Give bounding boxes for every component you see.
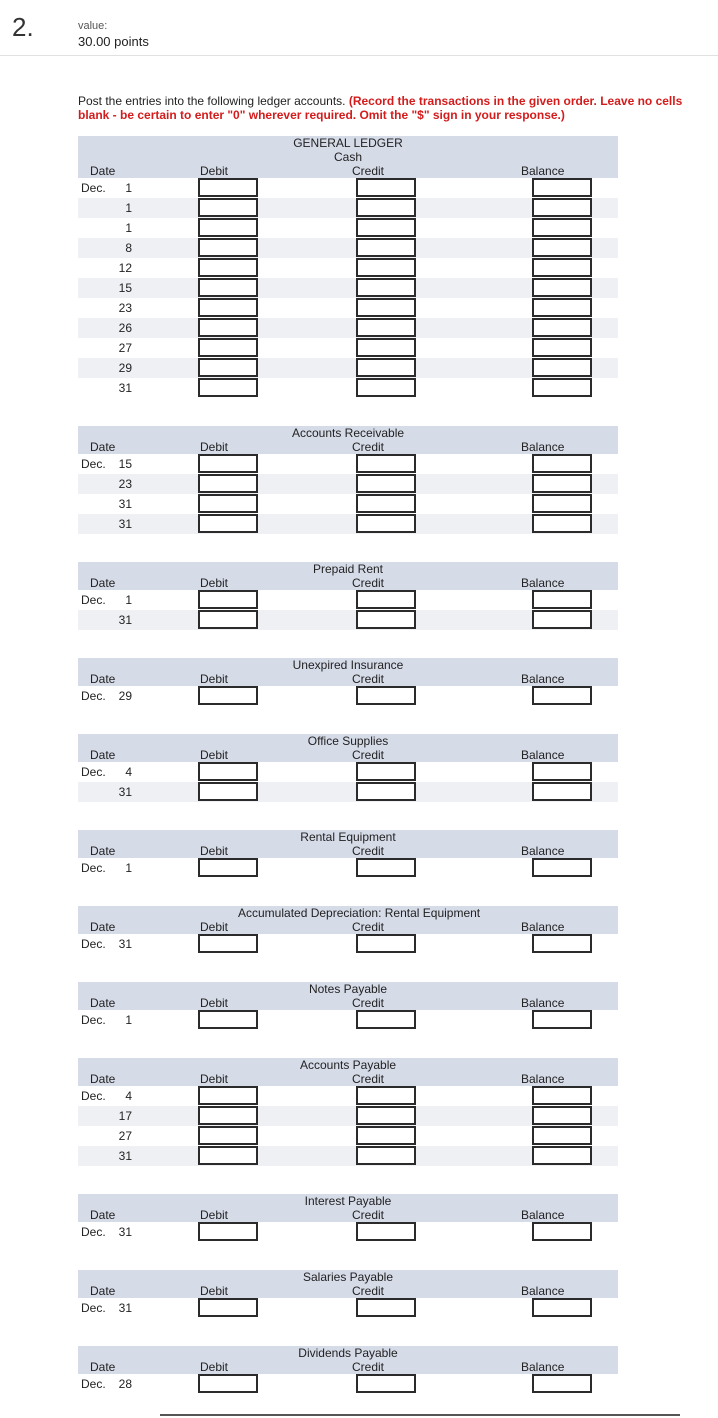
ledger-unexpired-insurance bbox=[78, 658, 618, 710]
credit-input[interactable] bbox=[356, 358, 416, 377]
balance-column-header: Balance bbox=[521, 672, 565, 686]
debit-column-header: Debit bbox=[200, 440, 229, 454]
date-day: 31 bbox=[118, 937, 132, 951]
ledger-row bbox=[78, 610, 618, 630]
date-column-header: Date bbox=[90, 920, 116, 934]
date-month: Dec. bbox=[81, 457, 106, 471]
page-bottom-edge bbox=[160, 1414, 680, 1416]
date-day: 23 bbox=[118, 477, 132, 491]
debit-input[interactable] bbox=[198, 218, 258, 237]
date-day: 27 bbox=[118, 1129, 132, 1143]
balance-input[interactable] bbox=[532, 454, 592, 473]
date-day: 31 bbox=[118, 517, 132, 531]
debit-input[interactable] bbox=[198, 610, 258, 629]
balance-input[interactable] bbox=[532, 1106, 592, 1125]
balance-input[interactable] bbox=[532, 934, 592, 953]
debit-input[interactable] bbox=[198, 474, 258, 493]
account-title: Accounts Receivable bbox=[291, 426, 405, 440]
ledger-salaries-payable bbox=[78, 1270, 618, 1322]
date-month: Dec. bbox=[81, 861, 106, 875]
debit-input[interactable] bbox=[198, 238, 258, 257]
ledger-row bbox=[78, 218, 618, 238]
balance-input[interactable] bbox=[532, 238, 592, 257]
date-day: 15 bbox=[118, 457, 132, 471]
value-label: value: bbox=[78, 20, 108, 32]
balance-input[interactable] bbox=[532, 590, 592, 609]
date-day: 29 bbox=[118, 689, 132, 703]
credit-input[interactable] bbox=[356, 1106, 416, 1125]
balance-column-header: Balance bbox=[521, 440, 565, 454]
ledger-accounts-payable bbox=[78, 1058, 618, 1170]
ledger-row bbox=[78, 1374, 618, 1394]
ledger-row bbox=[78, 454, 618, 474]
account-title: Salaries Payable bbox=[302, 1270, 394, 1284]
credit-input[interactable] bbox=[356, 762, 416, 781]
date-column-header: Date bbox=[90, 1360, 116, 1374]
debit-column-header: Debit bbox=[200, 1072, 229, 1086]
debit-column-header: Debit bbox=[200, 920, 229, 934]
balance-input[interactable] bbox=[532, 198, 592, 217]
ledger-row bbox=[78, 934, 618, 954]
balance-input[interactable] bbox=[532, 1298, 592, 1317]
date-day: 31 bbox=[118, 497, 132, 511]
credit-input[interactable] bbox=[356, 1298, 416, 1317]
ledger-dividends-payable bbox=[78, 1346, 618, 1398]
balance-input[interactable] bbox=[532, 762, 592, 781]
credit-input[interactable] bbox=[356, 318, 416, 337]
debit-input[interactable] bbox=[198, 1010, 258, 1029]
ledger-row bbox=[78, 858, 618, 878]
credit-input[interactable] bbox=[356, 474, 416, 493]
credit-column-header: Credit bbox=[352, 1360, 385, 1374]
ledger-row bbox=[78, 1222, 618, 1242]
instructions bbox=[78, 94, 698, 122]
balance-column-header: Balance bbox=[521, 1360, 565, 1374]
debit-input[interactable] bbox=[198, 1374, 258, 1393]
credit-column-header: Credit bbox=[352, 164, 385, 178]
ledger-row bbox=[78, 1010, 618, 1030]
ledger-row bbox=[78, 474, 618, 494]
credit-input[interactable] bbox=[356, 278, 416, 297]
balance-input[interactable] bbox=[532, 494, 592, 513]
balance-column-header: Balance bbox=[521, 1072, 565, 1086]
debit-input[interactable] bbox=[198, 858, 258, 877]
debit-input[interactable] bbox=[198, 378, 258, 397]
credit-column-header: Credit bbox=[352, 440, 385, 454]
ledger-notes-payable bbox=[78, 982, 618, 1034]
balance-input[interactable] bbox=[532, 1146, 592, 1165]
debit-input[interactable] bbox=[198, 1086, 258, 1105]
debit-input[interactable] bbox=[198, 318, 258, 337]
date-column-header: Date bbox=[90, 844, 116, 858]
ledger-row bbox=[78, 686, 618, 706]
debit-input[interactable] bbox=[198, 278, 258, 297]
ledger-interest-payable bbox=[78, 1194, 618, 1246]
ledger-accounts-receivable bbox=[78, 426, 618, 538]
balance-column-header: Balance bbox=[521, 996, 565, 1010]
date-day: 31 bbox=[118, 1149, 132, 1163]
account-title: Accounts Payable bbox=[299, 1058, 397, 1072]
date-day: 31 bbox=[118, 381, 132, 395]
debit-column-header: Debit bbox=[200, 1360, 229, 1374]
balance-column-header: Balance bbox=[521, 920, 565, 934]
ledger-row bbox=[78, 198, 618, 218]
balance-column-header: Balance bbox=[521, 164, 565, 178]
ledger-office-supplies bbox=[78, 734, 618, 806]
credit-input[interactable] bbox=[356, 258, 416, 277]
points-value: 30.00 points bbox=[78, 34, 149, 49]
credit-column-header: Credit bbox=[352, 996, 385, 1010]
date-column-header: Date bbox=[90, 1208, 116, 1222]
account-title: Notes Payable bbox=[308, 982, 388, 996]
credit-input[interactable] bbox=[356, 198, 416, 217]
ledger-row bbox=[78, 590, 618, 610]
date-month: Dec. bbox=[81, 765, 106, 779]
debit-input[interactable] bbox=[198, 1126, 258, 1145]
date-month: Dec. bbox=[81, 593, 106, 607]
debit-input[interactable] bbox=[198, 782, 258, 801]
ledger-row bbox=[78, 1126, 618, 1146]
credit-input[interactable] bbox=[356, 934, 416, 953]
debit-input[interactable] bbox=[198, 934, 258, 953]
credit-input[interactable] bbox=[356, 782, 416, 801]
credit-input[interactable] bbox=[356, 1010, 416, 1029]
date-column-header: Date bbox=[90, 672, 116, 686]
debit-column-header: Debit bbox=[200, 996, 229, 1010]
date-day: 26 bbox=[118, 321, 132, 335]
credit-column-header: Credit bbox=[352, 1072, 385, 1086]
credit-input[interactable] bbox=[356, 338, 416, 357]
balance-column-header: Balance bbox=[521, 1284, 565, 1298]
date-day: 23 bbox=[118, 301, 132, 315]
date-day: 1 bbox=[125, 861, 132, 875]
date-day: 31 bbox=[118, 613, 132, 627]
date-day: 28 bbox=[118, 1377, 132, 1391]
date-day: 8 bbox=[125, 241, 132, 255]
balance-input[interactable] bbox=[532, 858, 592, 877]
ledger-rental-equipment bbox=[78, 830, 618, 882]
date-day: 31 bbox=[118, 785, 132, 799]
account-title: Office Supplies bbox=[307, 734, 389, 748]
date-month: Dec. bbox=[81, 1225, 106, 1239]
date-day: 4 bbox=[125, 765, 132, 779]
date-column-header: Date bbox=[90, 440, 116, 454]
balance-input[interactable] bbox=[532, 338, 592, 357]
instructions-text: Post the entries into the following ledger accounts. bbox=[78, 94, 346, 108]
date-month: Dec. bbox=[81, 1377, 106, 1391]
account-title: Prepaid Rent bbox=[312, 562, 384, 576]
ledger-prepaid-rent bbox=[78, 562, 618, 634]
balance-input[interactable] bbox=[532, 782, 592, 801]
debit-input[interactable] bbox=[198, 514, 258, 533]
ledger-cash bbox=[78, 136, 618, 402]
ledger-row bbox=[78, 1146, 618, 1166]
balance-column-header: Balance bbox=[521, 1208, 565, 1222]
credit-input[interactable] bbox=[356, 1146, 416, 1165]
debit-column-header: Debit bbox=[200, 164, 229, 178]
credit-column-header: Credit bbox=[352, 844, 385, 858]
date-day: 1 bbox=[125, 221, 132, 235]
balance-input[interactable] bbox=[532, 278, 592, 297]
balance-column-header: Balance bbox=[521, 748, 565, 762]
ledger-row bbox=[78, 1106, 618, 1126]
ledger-row bbox=[78, 1086, 618, 1106]
balance-input[interactable] bbox=[532, 1010, 592, 1029]
credit-input[interactable] bbox=[356, 610, 416, 629]
ledger-row bbox=[78, 782, 618, 802]
balance-input[interactable] bbox=[532, 358, 592, 377]
ledger-row bbox=[78, 378, 618, 398]
ledger-row bbox=[78, 494, 618, 514]
ledger-row bbox=[78, 318, 618, 338]
balance-input[interactable] bbox=[532, 1374, 592, 1393]
header-divider bbox=[0, 55, 718, 56]
date-column-header: Date bbox=[90, 164, 116, 178]
general-ledger-title: GENERAL LEDGER bbox=[293, 136, 403, 150]
date-column-header: Date bbox=[90, 748, 116, 762]
credit-input[interactable] bbox=[356, 686, 416, 705]
account-title: Interest Payable bbox=[304, 1194, 392, 1208]
credit-input[interactable] bbox=[356, 494, 416, 513]
date-column-header: Date bbox=[90, 1072, 116, 1086]
ledger-row bbox=[78, 514, 618, 534]
balance-input[interactable] bbox=[532, 610, 592, 629]
account-title: Rental Equipment bbox=[300, 830, 396, 844]
ledger-row bbox=[78, 298, 618, 318]
debit-input[interactable] bbox=[198, 762, 258, 781]
date-month: Dec. bbox=[81, 181, 106, 195]
balance-column-header: Balance bbox=[521, 844, 565, 858]
date-month: Dec. bbox=[81, 1301, 106, 1315]
balance-input[interactable] bbox=[532, 258, 592, 277]
credit-input[interactable] bbox=[356, 178, 416, 197]
date-day: 17 bbox=[118, 1109, 132, 1123]
date-day: 15 bbox=[118, 281, 132, 295]
balance-input[interactable] bbox=[532, 298, 592, 317]
balance-input[interactable] bbox=[532, 1086, 592, 1105]
debit-column-header: Debit bbox=[200, 1208, 229, 1222]
ledger-row bbox=[78, 1298, 618, 1318]
date-column-header: Date bbox=[90, 576, 116, 590]
debit-column-header: Debit bbox=[200, 576, 229, 590]
date-day: 1 bbox=[125, 593, 132, 607]
ledger-row bbox=[78, 238, 618, 258]
balance-input[interactable] bbox=[532, 1126, 592, 1145]
account-title: Unexpired Insurance bbox=[292, 658, 404, 672]
debit-input[interactable] bbox=[198, 454, 258, 473]
ledger-row bbox=[78, 278, 618, 298]
debit-input[interactable] bbox=[198, 298, 258, 317]
balance-input[interactable] bbox=[532, 1222, 592, 1241]
ledger-row bbox=[78, 258, 618, 278]
instructions-requirement: (Record the transactions in the given order. Leave no cells blank - be certain to enter "0" wherever required. Omit the "$" sign in your response.) bbox=[78, 94, 683, 122]
question-number: 2. bbox=[12, 12, 34, 42]
credit-input[interactable] bbox=[356, 238, 416, 257]
date-day: 1 bbox=[125, 1013, 132, 1027]
balance-input[interactable] bbox=[532, 178, 592, 197]
credit-input[interactable] bbox=[356, 1126, 416, 1145]
debit-input[interactable] bbox=[198, 1146, 258, 1165]
date-column-header: Date bbox=[90, 1284, 116, 1298]
date-day: 27 bbox=[118, 341, 132, 355]
debit-input[interactable] bbox=[198, 590, 258, 609]
debit-input[interactable] bbox=[198, 198, 258, 217]
date-day: 1 bbox=[125, 201, 132, 215]
credit-input[interactable] bbox=[356, 514, 416, 533]
credit-input[interactable] bbox=[356, 378, 416, 397]
date-month: Dec. bbox=[81, 1013, 106, 1027]
debit-input[interactable] bbox=[198, 1222, 258, 1241]
debit-column-header: Debit bbox=[200, 844, 229, 858]
debit-input[interactable] bbox=[198, 1298, 258, 1317]
credit-input[interactable] bbox=[356, 218, 416, 237]
credit-column-header: Credit bbox=[352, 576, 385, 590]
debit-input[interactable] bbox=[198, 178, 258, 197]
ledger-row bbox=[78, 338, 618, 358]
debit-column-header: Debit bbox=[200, 1284, 229, 1298]
debit-input[interactable] bbox=[198, 338, 258, 357]
account-title: Accumulated Depreciation: Rental Equipment bbox=[238, 906, 481, 920]
date-day: 29 bbox=[118, 361, 132, 375]
debit-input[interactable] bbox=[198, 494, 258, 513]
date-month: Dec. bbox=[81, 1089, 106, 1103]
credit-column-header: Credit bbox=[352, 920, 385, 934]
debit-input[interactable] bbox=[198, 686, 258, 705]
balance-input[interactable] bbox=[532, 378, 592, 397]
date-month: Dec. bbox=[81, 689, 106, 703]
credit-input[interactable] bbox=[356, 1222, 416, 1241]
balance-input[interactable] bbox=[532, 318, 592, 337]
debit-input[interactable] bbox=[198, 1106, 258, 1125]
balance-input[interactable] bbox=[532, 218, 592, 237]
credit-column-header: Credit bbox=[352, 748, 385, 762]
ledger-row bbox=[78, 178, 618, 198]
date-month: Dec. bbox=[81, 937, 106, 951]
balance-column-header: Balance bbox=[521, 576, 565, 590]
date-column-header: Date bbox=[90, 996, 116, 1010]
debit-input[interactable] bbox=[198, 358, 258, 377]
date-day: 1 bbox=[125, 181, 132, 195]
balance-input[interactable] bbox=[532, 474, 592, 493]
credit-input[interactable] bbox=[356, 590, 416, 609]
account-title: Cash bbox=[333, 150, 362, 164]
date-day: 31 bbox=[118, 1301, 132, 1315]
balance-input[interactable] bbox=[532, 686, 592, 705]
ledger-row bbox=[78, 762, 618, 782]
date-day: 31 bbox=[118, 1225, 132, 1239]
debit-column-header: Debit bbox=[200, 672, 229, 686]
credit-input[interactable] bbox=[356, 858, 416, 877]
balance-input[interactable] bbox=[532, 514, 592, 533]
debit-input[interactable] bbox=[198, 258, 258, 277]
credit-input[interactable] bbox=[356, 1086, 416, 1105]
credit-input[interactable] bbox=[356, 1374, 416, 1393]
ledger-row bbox=[78, 358, 618, 378]
date-day: 12 bbox=[118, 261, 132, 275]
date-day: 4 bbox=[125, 1089, 132, 1103]
credit-input[interactable] bbox=[356, 298, 416, 317]
credit-column-header: Credit bbox=[352, 672, 385, 686]
account-title: Dividends Payable bbox=[298, 1346, 398, 1360]
debit-column-header: Debit bbox=[200, 748, 229, 762]
credit-input[interactable] bbox=[356, 454, 416, 473]
credit-column-header: Credit bbox=[352, 1284, 385, 1298]
ledger-accumulated-depreciation-rental-equipment bbox=[78, 906, 618, 958]
credit-column-header: Credit bbox=[352, 1208, 385, 1222]
